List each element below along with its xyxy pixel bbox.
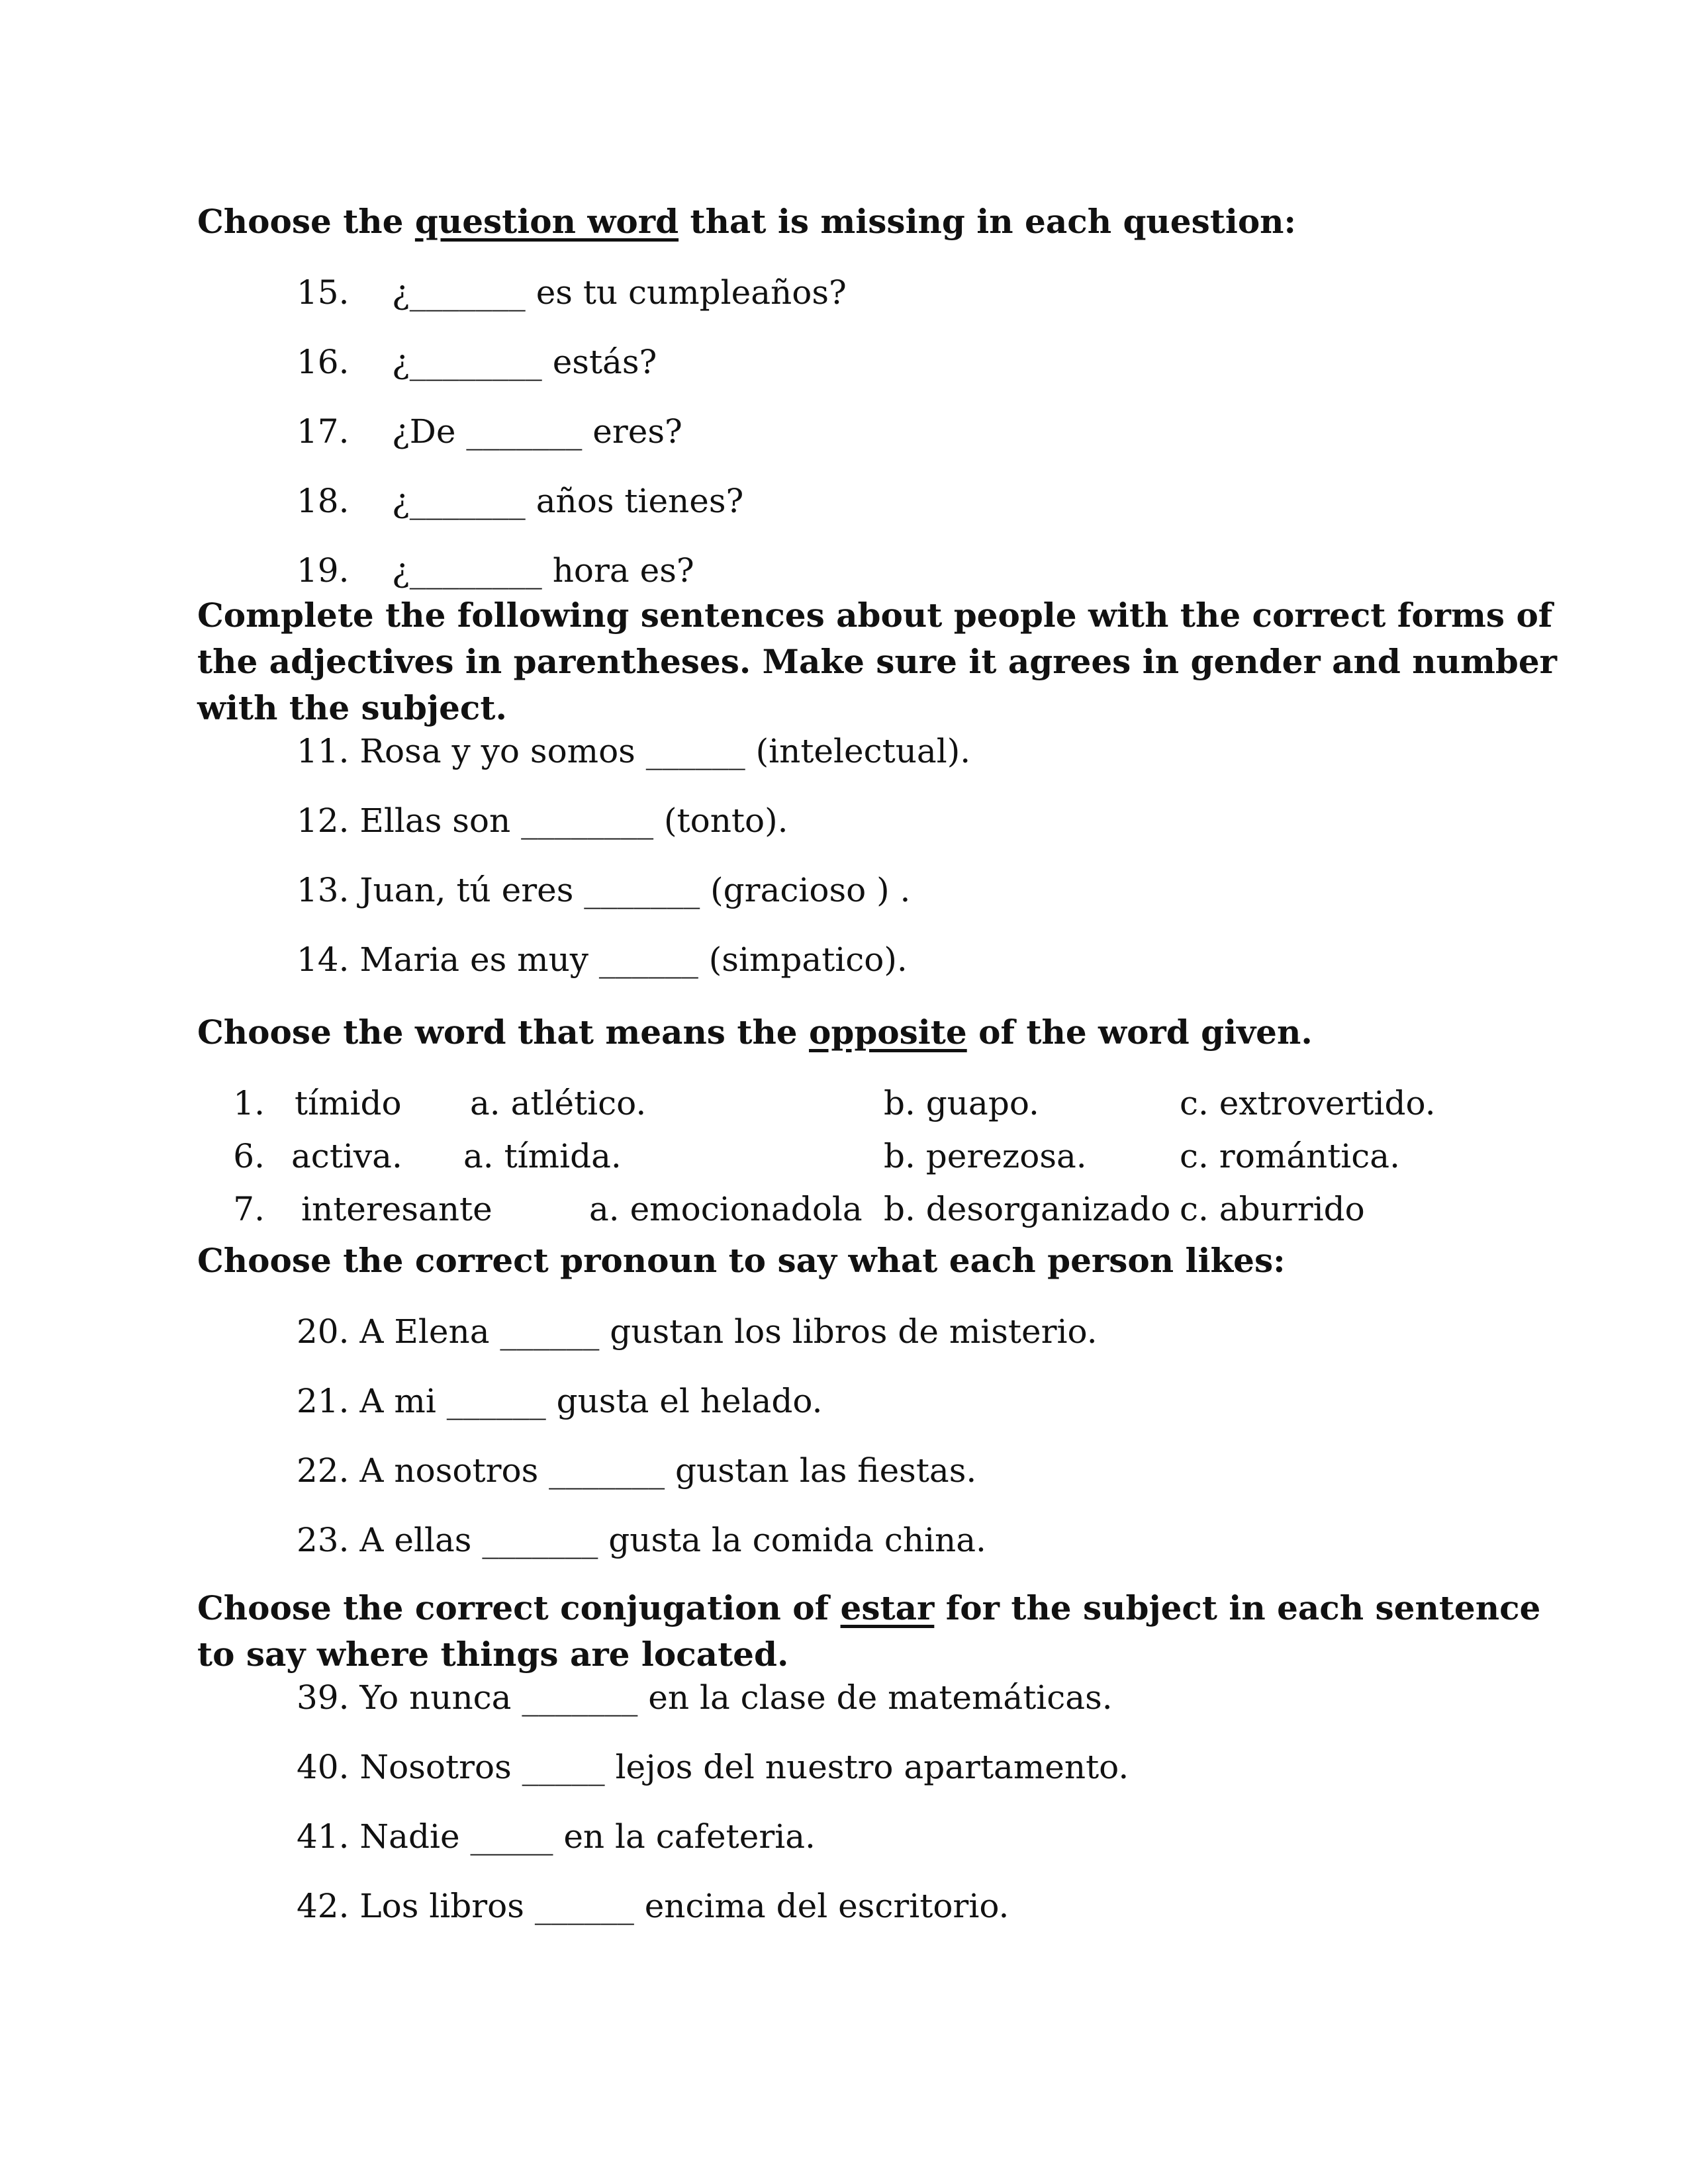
item-text: ¿_______ es tu cumpleaños? <box>392 273 847 312</box>
option-c: c. extrovertido. <box>1180 1084 1436 1122</box>
heading-adjectives-line2: the adjectives in parentheses. Make sure it agrees in gender and number <box>197 642 1557 681</box>
heading-pronouns: Choose the correct pronoun to say what each person likes: <box>197 1241 1286 1280</box>
given-word: interesante <box>301 1190 492 1228</box>
item-text: 40. Nosotros _____ lejos del nuestro apartamento. <box>297 1748 1129 1786</box>
given-word: activa. <box>291 1137 402 1175</box>
option-c: c. romántica. <box>1180 1137 1401 1175</box>
item-number: 18. <box>297 482 350 520</box>
given-word: tímido <box>295 1084 402 1122</box>
option-a: a. emocionadola <box>589 1190 863 1228</box>
heading-adjectives-line3: with the subject. <box>197 688 507 727</box>
item-text: ¿_______ años tienes? <box>392 482 744 520</box>
heading-underlined-text: opposite <box>809 1013 967 1052</box>
heading-adjectives-line1: Complete the following sentences about people with the correct forms of <box>197 596 1553 635</box>
item-text: 20. A Elena ______ gustan los libros de misterio. <box>297 1312 1098 1351</box>
item-number: 17. <box>297 412 350 451</box>
item-text: 13. Juan, tú eres _______ (gracioso ) . <box>297 871 911 909</box>
heading-text: for the subject in each sentence <box>934 1588 1541 1627</box>
heading-underlined-text: estar <box>840 1588 935 1627</box>
item-number: 19. <box>297 551 350 590</box>
heading-text: Choose the <box>197 202 415 241</box>
heading-text: of the word given. <box>966 1013 1313 1052</box>
heading-text: Choose the word that means the <box>197 1013 810 1052</box>
item-text: 12. Ellas son ________ (tonto). <box>297 801 788 840</box>
heading-estar <box>197 1585 1540 1631</box>
item-text: ¿________ hora es? <box>392 551 694 590</box>
item-text: 42. Los libros ______ encima del escritorio. <box>297 1887 1009 1925</box>
item-number: 16. <box>297 343 350 381</box>
item-number: 7. <box>233 1190 265 1228</box>
item-text: 41. Nadie _____ en la cafeteria. <box>297 1817 816 1856</box>
heading-estar-line2: to say where things are located. <box>197 1635 789 1674</box>
item-number: 1. <box>233 1084 265 1122</box>
item-number: 15. <box>297 273 350 312</box>
option-a: a. atlético. <box>470 1084 647 1122</box>
item-text: 11. Rosa y yo somos ______ (intelectual). <box>297 732 971 770</box>
option-b: b. perezosa. <box>884 1137 1087 1175</box>
item-text: ¿De _______ eres? <box>392 412 682 451</box>
heading-opposites <box>197 1009 1313 1056</box>
item-text: 21. A mi ______ gusta el helado. <box>297 1382 823 1420</box>
option-a: a. tímida. <box>463 1137 622 1175</box>
heading-underlined-text: question word <box>414 202 679 241</box>
option-c: c. aburrido <box>1180 1190 1365 1228</box>
heading-text: Choose the correct conjugation of <box>197 1588 841 1627</box>
item-text: 39. Yo nunca _______ en la clase de matemáticas. <box>297 1678 1113 1717</box>
option-b: b. guapo. <box>884 1084 1039 1122</box>
option-b: b. desorganizado <box>884 1190 1171 1228</box>
heading-question-words <box>197 199 1296 245</box>
item-text: 14. Maria es muy ______ (simpatico). <box>297 940 908 979</box>
item-number: 6. <box>233 1137 265 1175</box>
item-text: 23. A ellas _______ gusta la comida china. <box>297 1521 986 1559</box>
item-text: 22. A nosotros _______ gustan las fiestas. <box>297 1451 977 1490</box>
item-text: ¿________ estás? <box>392 343 657 381</box>
heading-text: that is missing in each question: <box>679 202 1296 241</box>
